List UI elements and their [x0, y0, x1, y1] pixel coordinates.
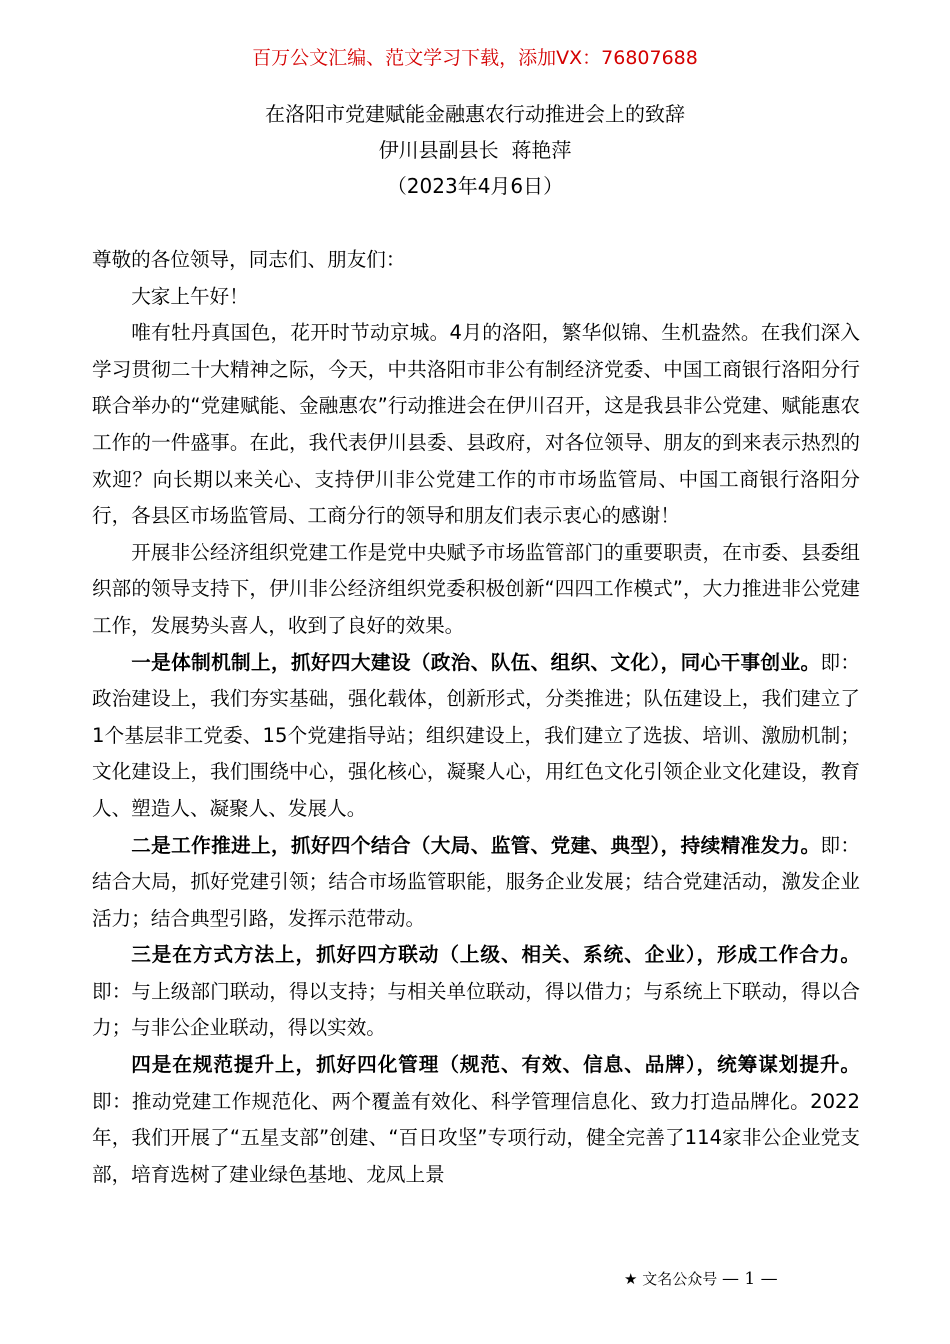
point-1-heading: 一是体制机制上，抓好四大建设（政治、队伍、组织、文化），同心干事创业。: [131, 650, 821, 674]
salutation: 尊敬的各位领导，同志们、朋友们：: [92, 248, 406, 271]
paragraph-opening: 唯有牡丹真国色，花开时节动京城。4月的洛阳，繁华似锦、生机盎然。在我们深入学习贯彻二十大精神之际，今天，中共洛阳市非公有制经济党委、中国工商银行洛阳分行联合举办的“党建赋能、金融惠农”行动推进会在伊川召开，这是我县非公党建、赋能惠农工作的一件盛事。在此，我代表伊川县委、县政府，对各位领导、朋友的到来表示热烈的欢迎？向长期以来关心、支持伊川非公党建工作的市市场监管局、中国工商银行洛阳分行，各县区市场监管局、工商分行的领导和朋友们表示衷心的感谢！: [92, 321, 860, 528]
paragraph-overview: 开展非公经济组织党建工作是党中央赋予市场监管部门的重要职责，在市委、县委组织部的领导支持下，伊川非公经济组织党委积极创新“四四工作模式”，大力推进非公党建工作，发展势头喜人，收到了良好的效果。: [92, 540, 860, 637]
date-line: （2023年4月6日）: [386, 174, 564, 198]
point-1-text: 即：政治建设上，我们夯实基础，强化载体，创新形式，分类推进；队伍建设上，我们建立了1个基层非工党委、15个党建指导站；组织建设上，我们建立了选拔、培训、激励机制；文化建设上，我们围绕中心，强化核心，凝聚人心，用红色文化引领企业文化建设，教育人、塑造人、凝聚人、发展人。: [92, 650, 861, 820]
document-body: [92, 242, 860, 1193]
greeting: 大家上午好！: [131, 284, 249, 308]
watermark-banner: 百万公文汇编、范文学习下载，添加VX：76807688: [252, 47, 698, 69]
point-4-heading: 四是在规范提升上，抓好四化管理（规范、有效、信息、品牌），统筹谋划提升。: [131, 1053, 860, 1077]
point-2-text: 即：结合大局，抓好党建引领；结合市场监管职能，服务企业发展；结合党建活动，激发企业活力；结合典型引路，发挥示范带动。: [92, 833, 861, 930]
footer-label: ★ 文名公众号: [624, 1270, 718, 1288]
point-3-text: 即：与上级部门联动，得以支持；与相关单位联动，得以借力；与系统上下联动，得以合力；与非公企业联动，得以实效。: [92, 979, 860, 1040]
point-4-text: 即：推动党建工作规范化、两个覆盖有效化、科学管理信息化、致力打造品牌化。2022年，我们开展了“五星支部”创建、“百日攻坚”专项行动，健全完善了114家非公企业党支部，培育选树了建业绿色基地、龙凤上景: [92, 1089, 860, 1186]
author-line: 伊川县副县长 蒋艳萍: [378, 138, 572, 162]
paragraph-point-2: [92, 828, 860, 938]
paragraph-point-3: [92, 937, 860, 1047]
paragraph-point-1: [92, 645, 860, 828]
title-block: [0, 96, 950, 204]
point-2-heading: 二是工作推进上，抓好四个结合（大局、监管、党建、典型），持续精准发力。: [131, 833, 821, 857]
page-number: — 1 —: [722, 1269, 778, 1289]
point-3-heading: 三是在方式方法上，抓好四方联动（上级、相关、系统、企业），形成工作合力。: [131, 943, 860, 967]
document-title: 在洛阳市党建赋能金融惠农行动推进会上的致辞: [265, 102, 685, 126]
page-footer: [624, 1266, 844, 1292]
paragraph-point-4: [92, 1047, 860, 1193]
